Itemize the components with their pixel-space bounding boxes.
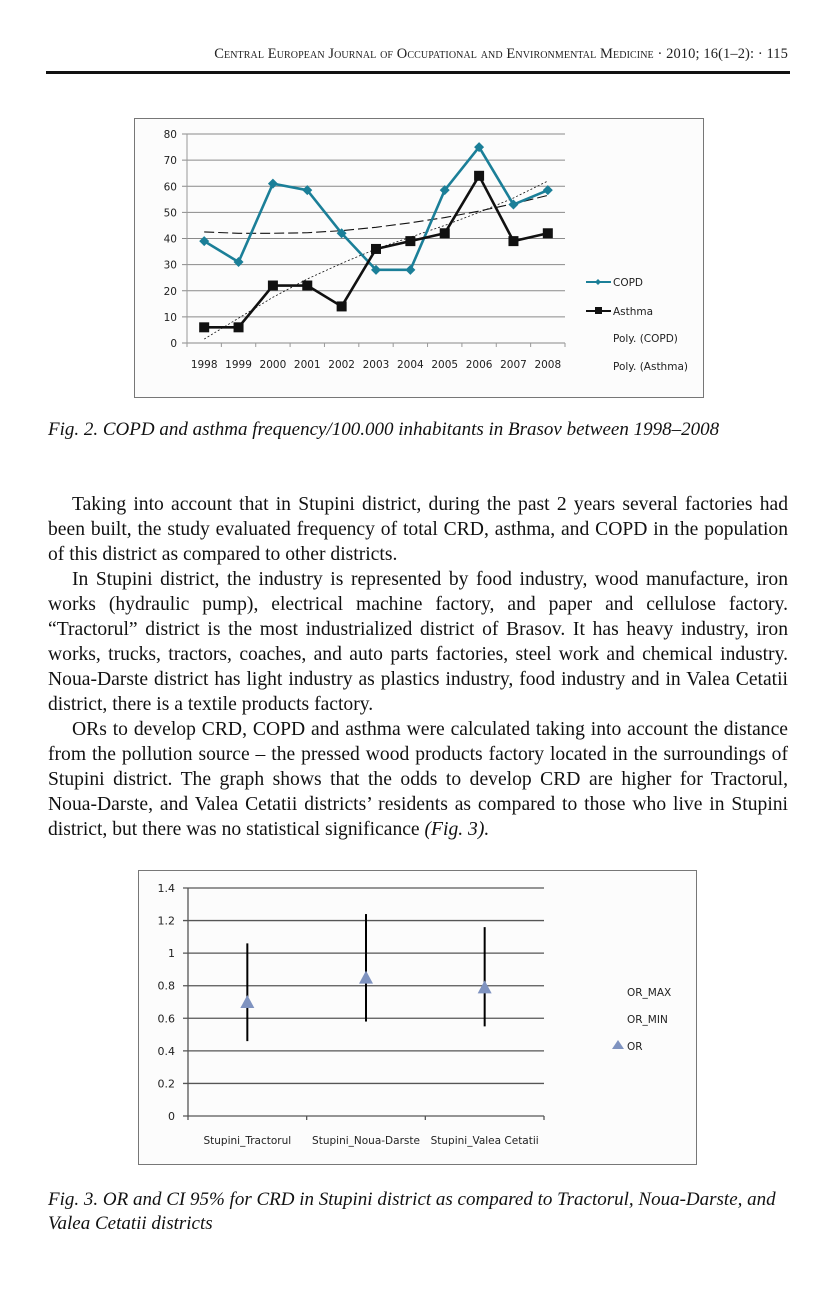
legend-or-max-label: OR_MAX — [627, 987, 672, 999]
y-tick-label: 50 — [163, 207, 177, 220]
y-tick-label: 1.2 — [157, 914, 175, 928]
x-tick-label: Stupini_Noua-Darste — [312, 1135, 420, 1147]
y-tick-label: 30 — [163, 259, 177, 272]
y-tick-label: 1 — [168, 947, 175, 961]
copd-trendline — [204, 195, 548, 233]
legend-copd-marker — [595, 279, 601, 285]
y-tick-label: 60 — [163, 181, 177, 194]
y-tick-label: 0 — [170, 338, 177, 350]
or-ci-chart — [139, 871, 696, 1164]
x-tick-label: 2005 — [431, 359, 459, 371]
legend-asthma-marker — [595, 307, 602, 314]
asthma-point — [543, 228, 553, 238]
asthma-point — [302, 281, 312, 291]
figure-2-chart — [134, 118, 704, 398]
y-tick-label: 0 — [168, 1110, 175, 1123]
paragraph-2: In Stupini district, the industry is represented by food industry, wood manufacture, iron works (hydraulic pump), electrical machine factory, and paper and cellulose factory. “Tractorul” district is the most industrialized district of Brasov. It has heavy industry, iron works, trucks, tractors, coaches, and auto parts factories, steel work and chemical industry. Noua-Darste district has light industry as plastics industry, food industry and in Valea Cetatii district, there is a textile products factory. — [48, 569, 788, 715]
x-tick-label: 1998 — [190, 359, 218, 371]
copd-point — [405, 265, 415, 275]
y-tick-label: 70 — [163, 155, 177, 168]
legend-copd-label: COPD — [613, 277, 644, 289]
copd-point — [268, 179, 278, 189]
legend-or-marker — [612, 1040, 624, 1049]
y-tick-label: 0.2 — [157, 1077, 175, 1091]
body-text — [48, 492, 788, 842]
x-tick-label: 2008 — [534, 359, 562, 371]
legend-asthma-trend-label: Poly. (Asthma) — [613, 361, 688, 373]
x-tick-label: 2000 — [259, 359, 287, 371]
or-point — [478, 980, 492, 993]
y-tick-label: 1.4 — [157, 882, 175, 895]
paragraph-1: Taking into account that in Stupini district, during the past 2 years several factories had been built, the study evaluated frequency of total CRD, asthma, and COPD in the population of this district as compared to other districts. — [48, 494, 788, 565]
figure-3-caption: Fig. 3. OR and CI 95% for CRD in Stupini district as compared to Tractorul, Noua-Darste, and Valea Cetatii districts — [48, 1189, 776, 1234]
x-tick-label: 2006 — [465, 359, 493, 371]
asthma-point — [337, 301, 347, 311]
y-tick-label: 10 — [163, 311, 177, 324]
asthma-point — [199, 322, 209, 332]
asthma-point — [474, 171, 484, 181]
y-tick-label: 0.4 — [157, 1044, 175, 1058]
or-point — [359, 971, 373, 984]
x-tick-label: 2004 — [396, 359, 424, 371]
legend-copd-trend-label: Poly. (COPD) — [613, 333, 678, 345]
y-tick-label: 80 — [163, 129, 177, 141]
paragraph-3-text: ORs to develop CRD, COPD and asthma were calculated taking into account the distance from the pollution source – the pressed wood products factory located in the surroundings of Stupini district. The graph shows that the odds to develop CRD are higher for Tractorul, Noua-Darste, and Valea Cetatii districts’ residents as compared to those who live in Stupini district, but there was no statistical significance — [48, 719, 788, 840]
x-tick-label: Stupini_Tractorul — [203, 1135, 292, 1147]
copd-asthma-line-chart — [135, 119, 703, 397]
y-tick-label: 40 — [163, 233, 177, 246]
asthma-point — [440, 228, 450, 238]
asthma-trendline — [204, 181, 548, 339]
header-rule — [46, 71, 790, 74]
y-tick-label: 0.6 — [157, 1012, 175, 1026]
x-tick-label: 2007 — [500, 359, 527, 371]
y-tick-label: 0.8 — [157, 979, 175, 993]
x-tick-label: 2002 — [328, 359, 356, 371]
x-tick-label: 1999 — [225, 359, 252, 371]
paragraph-3 — [48, 717, 788, 842]
x-tick-label: Stupini_Valea Cetatii — [430, 1135, 539, 1147]
asthma-point — [508, 236, 518, 246]
figure-3-reference: (Fig. 3). — [424, 819, 490, 840]
legend-asthma-label: Asthma — [613, 306, 654, 318]
asthma-point — [371, 244, 381, 254]
x-tick-label: 2003 — [362, 359, 390, 371]
figure-3-chart — [138, 870, 697, 1165]
figure-2-caption: Fig. 2. COPD and asthma frequency/100.000 inhabitants in Brasov between 1998–2008 — [48, 419, 720, 440]
legend-or-label: OR — [627, 1041, 643, 1053]
running-head: Central European Journal of Occupational and Environmental Medicine · 2010; 16(1–2): · 115 — [214, 46, 788, 62]
y-tick-label: 20 — [163, 285, 177, 298]
x-tick-label: 2001 — [293, 359, 321, 371]
asthma-point — [405, 236, 415, 246]
or-point — [240, 995, 254, 1008]
legend-or-min-label: OR_MIN — [627, 1014, 668, 1026]
asthma-point — [234, 322, 244, 332]
asthma-point — [268, 281, 278, 291]
